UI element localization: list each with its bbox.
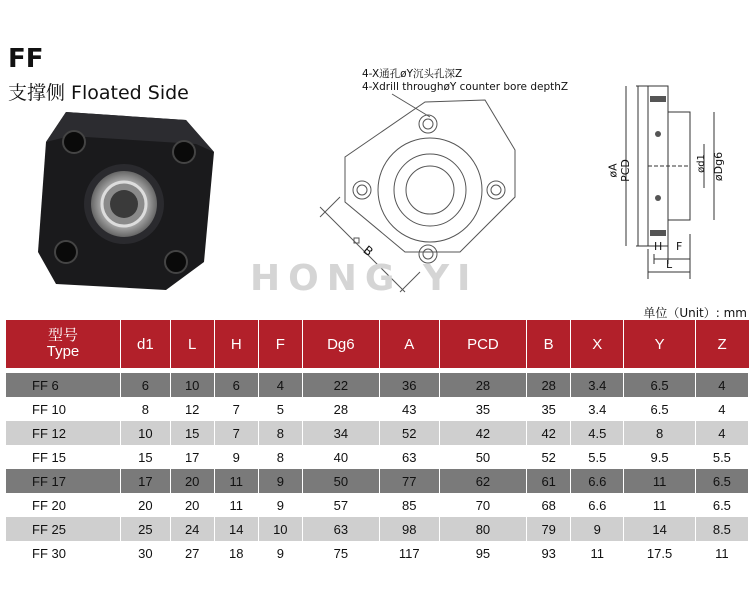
cell-value: 8 — [121, 397, 171, 421]
col-header: X — [571, 320, 624, 368]
col-header: F — [258, 320, 302, 368]
cell-value: 10 — [121, 421, 171, 445]
cell-value: 36 — [379, 373, 439, 397]
cell-value: 6 — [214, 373, 258, 397]
table-header-row — [6, 320, 749, 368]
cell-type: FF 12 — [6, 421, 121, 445]
cell-value: 6 — [121, 373, 171, 397]
cell-value: 11 — [695, 541, 748, 565]
cell-type: FF 20 — [6, 493, 121, 517]
table-row — [6, 397, 749, 421]
cell-value: 30 — [121, 541, 171, 565]
col-header: Z — [695, 320, 748, 368]
dim-h-label: H — [654, 240, 663, 253]
spec-table — [6, 320, 749, 565]
cell-value: 11 — [214, 493, 258, 517]
col-header: L — [170, 320, 214, 368]
col-header: Dg6 — [302, 320, 379, 368]
col-header: Y — [624, 320, 695, 368]
cell-value: 75 — [302, 541, 379, 565]
cell-value: 18 — [214, 541, 258, 565]
cell-type: FF 10 — [6, 397, 121, 421]
cell-value: 20 — [170, 469, 214, 493]
cell-value: 5.5 — [695, 445, 748, 469]
col-header: PCD — [439, 320, 526, 368]
cell-value: 20 — [121, 493, 171, 517]
cell-value: 17 — [170, 445, 214, 469]
cell-value: 4 — [695, 373, 748, 397]
cell-value: 6.6 — [571, 493, 624, 517]
cell-value: 117 — [379, 541, 439, 565]
cell-value: 42 — [439, 421, 526, 445]
cell-value: 50 — [302, 469, 379, 493]
cell-value: 50 — [439, 445, 526, 469]
col-header-type-cn: 型号 — [47, 327, 78, 344]
cell-value: 6.6 — [571, 469, 624, 493]
dim-d1-label: ød1 — [695, 154, 707, 173]
cell-value: 52 — [527, 445, 571, 469]
watermark: HONG YI — [250, 258, 479, 299]
cell-value: 9.5 — [624, 445, 695, 469]
cell-value: 63 — [379, 445, 439, 469]
page-subtitle: 支撑侧 Floated Side — [8, 82, 189, 104]
cell-value: 95 — [439, 541, 526, 565]
cell-value: 25 — [121, 517, 171, 541]
cell-value: 34 — [302, 421, 379, 445]
cell-value: 10 — [258, 517, 302, 541]
cell-value: 80 — [439, 517, 526, 541]
cell-value: 28 — [439, 373, 526, 397]
cell-value: 6.5 — [624, 397, 695, 421]
cell-value: 28 — [527, 373, 571, 397]
cell-value: 8 — [624, 421, 695, 445]
cell-type: FF 6 — [6, 373, 121, 397]
table-row — [6, 541, 749, 565]
cell-type: FF 15 — [6, 445, 121, 469]
page-title: FF — [8, 44, 44, 74]
hole-note-en: 4-Xdrill throughøY counter bore depthZ — [362, 81, 569, 93]
cell-value: 5 — [258, 397, 302, 421]
hole-note-cn: 4-X通孔øY沉头孔深Z — [362, 68, 463, 80]
table-row — [6, 493, 749, 517]
cell-value: 9 — [214, 445, 258, 469]
dim-pcd-label: PCD — [618, 159, 632, 182]
cell-value: 17 — [121, 469, 171, 493]
cell-value: 8.5 — [695, 517, 748, 541]
cell-value: 6.5 — [695, 493, 748, 517]
cell-value: 17.5 — [624, 541, 695, 565]
dim-l-label: L — [666, 258, 673, 271]
cell-value: 7 — [214, 397, 258, 421]
cell-value: 9 — [571, 517, 624, 541]
cell-value: 79 — [527, 517, 571, 541]
cell-value: 14 — [624, 517, 695, 541]
cell-value: 40 — [302, 445, 379, 469]
col-header: H — [214, 320, 258, 368]
cell-value: 20 — [170, 493, 214, 517]
cell-value: 11 — [624, 493, 695, 517]
col-header: B — [527, 320, 571, 368]
dim-f-label: F — [676, 240, 683, 253]
cell-value: 28 — [302, 397, 379, 421]
cell-value: 27 — [170, 541, 214, 565]
cell-value: 10 — [170, 373, 214, 397]
cell-value: 62 — [439, 469, 526, 493]
cell-value: 15 — [170, 421, 214, 445]
cell-value: 4.5 — [571, 421, 624, 445]
col-header-type-en: Type — [46, 343, 80, 360]
col-header-type — [6, 320, 121, 368]
cell-value: 4 — [258, 373, 302, 397]
cell-value: 15 — [121, 445, 171, 469]
cell-value: 42 — [527, 421, 571, 445]
dim-dg6-label: øDg6 — [712, 151, 726, 182]
cell-value: 93 — [527, 541, 571, 565]
cell-value: 9 — [258, 493, 302, 517]
cell-value: 9 — [258, 469, 302, 493]
cell-value: 3.4 — [571, 373, 624, 397]
cell-value: 35 — [439, 397, 526, 421]
cell-value: 63 — [302, 517, 379, 541]
unit-label: 单位（Unit）: mm — [643, 306, 747, 320]
product-photo — [36, 112, 226, 292]
col-header: A — [379, 320, 439, 368]
cell-value: 68 — [527, 493, 571, 517]
cell-value: 7 — [214, 421, 258, 445]
table-row — [6, 517, 749, 541]
cell-value: 24 — [170, 517, 214, 541]
table-row — [6, 421, 749, 445]
cell-value: 70 — [439, 493, 526, 517]
cell-type: FF 17 — [6, 469, 121, 493]
cell-value: 57 — [302, 493, 379, 517]
col-header: d1 — [121, 320, 171, 368]
table-row — [6, 469, 749, 493]
cell-value: 11 — [571, 541, 624, 565]
cell-type: FF 25 — [6, 517, 121, 541]
cell-value: 6.5 — [624, 373, 695, 397]
cell-value: 14 — [214, 517, 258, 541]
dim-a-label: øA — [606, 163, 620, 178]
cell-value: 43 — [379, 397, 439, 421]
cell-value: 22 — [302, 373, 379, 397]
dim-b-label: B — [360, 242, 376, 260]
cell-value: 8 — [258, 421, 302, 445]
cell-value: 77 — [379, 469, 439, 493]
cell-value: 3.4 — [571, 397, 624, 421]
cell-value: 11 — [624, 469, 695, 493]
cell-value: 52 — [379, 421, 439, 445]
cell-value: 4 — [695, 421, 748, 445]
cell-type: FF 30 — [6, 541, 121, 565]
table-row — [6, 373, 749, 397]
table-row — [6, 445, 749, 469]
cell-value: 5.5 — [571, 445, 624, 469]
cell-value: 12 — [170, 397, 214, 421]
cell-value: 35 — [527, 397, 571, 421]
cell-value: 4 — [695, 397, 748, 421]
cell-value: 9 — [258, 541, 302, 565]
cell-value: 8 — [258, 445, 302, 469]
cell-value: 11 — [214, 469, 258, 493]
cell-value: 61 — [527, 469, 571, 493]
cell-value: 98 — [379, 517, 439, 541]
cell-value: 6.5 — [695, 469, 748, 493]
cell-value: 85 — [379, 493, 439, 517]
